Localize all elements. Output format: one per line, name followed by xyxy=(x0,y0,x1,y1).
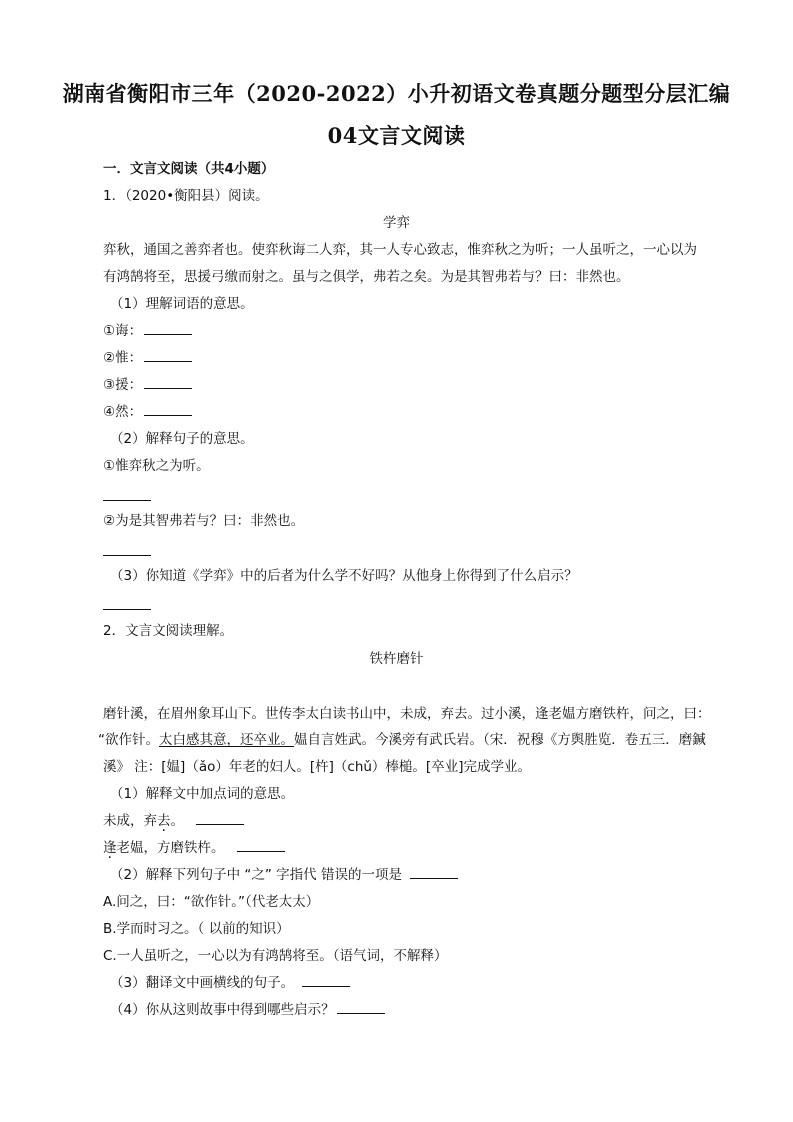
q2-passage-text2b: 媪自言姓武。今溪旁有武氏岩。（宋．祝穆《方舆胜览．卷五三．磨鍼 xyxy=(294,732,706,748)
document-subtitle: 04文言文阅读 xyxy=(327,123,466,148)
q2-header: 2．文言文阅读理解。 xyxy=(103,623,234,639)
q1-passage-line1 xyxy=(103,241,697,259)
q2-passage-title: 铁杵磨针 xyxy=(369,651,424,667)
q2-sub4: （4）你从这则故事中得到哪些启示？ xyxy=(110,1002,335,1018)
q2-sub3: （3）翻译文中画横线的句子。 xyxy=(110,975,295,991)
q2-dotted-word-qu: 去 xyxy=(157,813,171,829)
q2-passage-text2a: “欲作针。 xyxy=(98,732,159,748)
q1-word3-label: ③援： xyxy=(103,377,143,393)
q1-sub3-blank[interactable] xyxy=(103,609,151,610)
q2-underlined-sentence: 太白感其意，还卒业。 xyxy=(159,732,294,748)
section-heading: 一．文言文阅读（共4小题） xyxy=(103,161,275,177)
q1-sub2: （2）解释句子的意思。 xyxy=(110,431,254,447)
q2-option-b: B.学而时习之。（ 以前的知识） xyxy=(103,921,290,937)
q2-option-c: C.一人虽听之，一心以为有鸿鹄将至。（语气词，不解释） xyxy=(103,948,448,964)
q2-sub4-row xyxy=(110,1001,385,1019)
q1-word4-row xyxy=(103,403,192,421)
q1-sentence1-blank[interactable] xyxy=(103,500,151,501)
q2-passage-line3: 溪》 注：[媪]（ǎo）年老的妇人。[杵]（chǔ）棒槌。[卒业]完成学业。 xyxy=(103,759,531,775)
q2-passage-line2 xyxy=(98,731,706,749)
q2-option-a: A.问之，曰：“欲作针。”（代老太太） xyxy=(103,894,320,910)
q1-word1-blank[interactable] xyxy=(144,322,192,335)
q1-word3-row xyxy=(103,376,192,394)
q1-sub1: （1）理解词语的意思。 xyxy=(110,296,254,312)
q1-word1-row xyxy=(103,322,192,340)
q2-dot-line2-text: 老媪，方磨铁杵。 xyxy=(116,840,225,856)
q1-passage-title: 学弈 xyxy=(383,215,410,231)
q2-sub2-blank[interactable] xyxy=(410,866,458,879)
q1-word2-blank[interactable] xyxy=(144,349,192,362)
q2-dot-line1-text: 未成，弃 xyxy=(103,813,157,829)
q1-word4-label: ④然： xyxy=(103,404,143,420)
q1-word2-label: ②惟： xyxy=(103,350,143,366)
q1-passage-line2: 有鸿鹄将至，思援弓缴而射之。虽与之俱学，弗若之矣。为是其智弗若与？曰：非然也。 xyxy=(103,269,630,285)
q2-dot-line1-end: 。 xyxy=(170,813,184,829)
q2-dot-line2-blank[interactable] xyxy=(237,839,285,852)
q2-sub3-blank[interactable] xyxy=(302,974,350,987)
q1-sentence2-blank[interactable] xyxy=(103,555,151,556)
q1-word2-row xyxy=(103,349,192,367)
q2-passage-line1: 磨针溪，在眉州象耳山下。世传李太白读书山中，未成，弃去。过小溪，逢老媪方磨铁杵，问之，曰： xyxy=(103,706,711,722)
q2-dotted-word-feng: 逢 xyxy=(103,840,117,856)
q2-sub1: （1）解释文中加点词的意思。 xyxy=(110,786,295,802)
q1-sentence2: ②为是其智弗若与？曰：非然也。 xyxy=(103,513,305,529)
q2-sub3-row xyxy=(110,974,350,992)
q2-sub2-row xyxy=(110,866,458,884)
q2-dot-line1 xyxy=(103,812,244,830)
q2-sub2: （2）解释下列句子中 “之” 字指代 错误的一项是 xyxy=(110,867,402,883)
q1-sub3: （3）你知道《学弈》中的后者为什么学不好吗？从他身上你得到了什么启示？ xyxy=(110,568,578,584)
q1-word1-label: ①诲： xyxy=(103,323,143,339)
q2-dot-line2 xyxy=(103,839,285,857)
q1-header: 1．（2020•衡阳县）阅读。 xyxy=(103,188,269,204)
q2-dot-line1-blank[interactable] xyxy=(196,812,244,825)
q2-sub4-blank[interactable] xyxy=(337,1001,385,1014)
q1-word3-blank[interactable] xyxy=(144,376,192,389)
q1-passage-text1: 弈秋，通国之善弈者也。使弈秋诲二人弈，其一人专心致志，惟弈秋之为听；一人虽听之，一心以为 xyxy=(103,242,697,258)
q1-word4-blank[interactable] xyxy=(144,403,192,416)
document-title: 湖南省衡阳市三年（2020-2022）小升初语文卷真题分题型分层汇编 xyxy=(62,81,731,106)
q1-sentence1: ①惟弈秋之为听。 xyxy=(103,458,210,474)
